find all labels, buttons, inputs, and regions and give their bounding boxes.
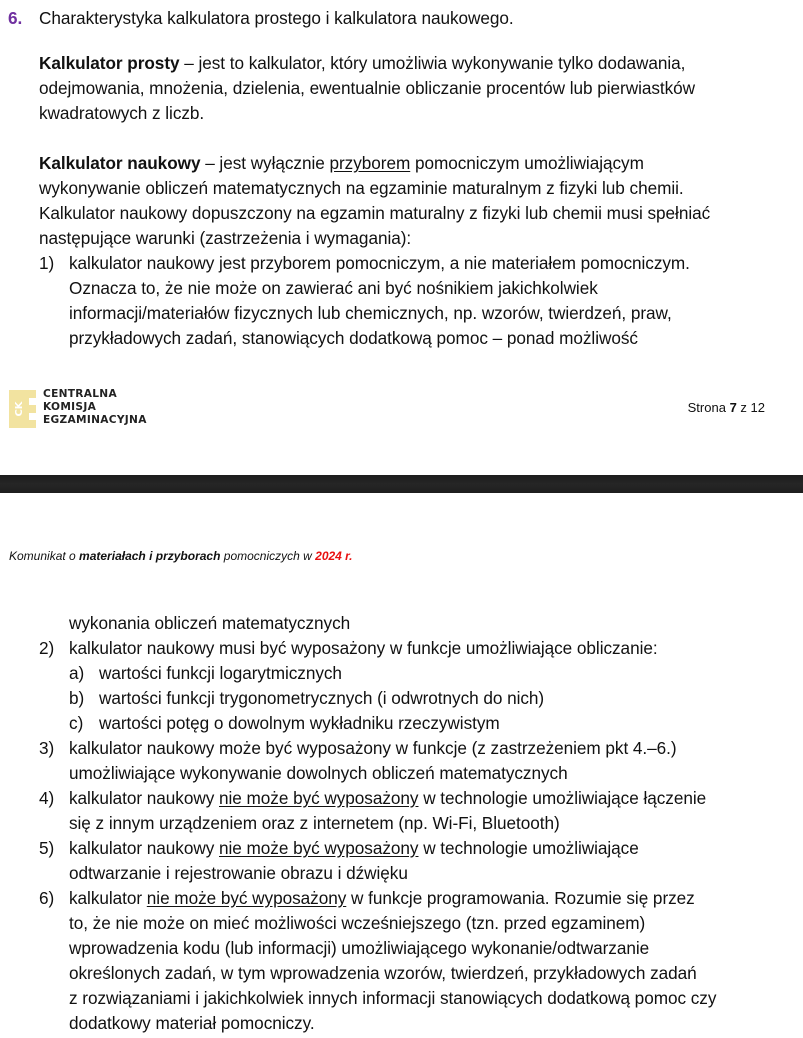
page-separator: z: [736, 400, 751, 415]
item-4-line-1: [69, 786, 706, 811]
document-page-8: [0, 493, 803, 1038]
page-gap-divider: [0, 475, 803, 493]
scientific-text-post: pomocniczym umożliwiającym: [410, 153, 644, 173]
svg-text:CK: CK: [14, 401, 25, 417]
logo-line-centralna: CENTRALNA: [43, 388, 117, 400]
item-6-line-4: określonych zadań, w tym wprowadzenia wzorów, twierdzeń, przykładowych zadań: [69, 963, 697, 983]
item-4-underlined: nie może być wyposażony: [219, 788, 419, 808]
simple-calculator-text: – jest to kalkulator, który umożliwia wykonywanie tylko dodawania,: [179, 53, 686, 73]
item-6-underlined: nie może być wyposażony: [146, 888, 347, 908]
item-4-post: w technologie umożliwiające łączenie: [418, 788, 707, 808]
item-6-line-5: z rozwiązaniami i jakichkolwiek innych informacji stanowiących dodatkową pomoc czy: [69, 988, 717, 1008]
running-header: [9, 549, 353, 563]
header-year: 2024 r.: [315, 549, 353, 563]
sub-letter-b: b): [69, 688, 85, 708]
list-number-4: 4): [39, 788, 55, 808]
item-3-line-2: umożliwiające wykonywanie dowolnych obliczeń matematycznych: [69, 763, 568, 783]
sub-item-c: wartości potęg o dowolnym wykładniku rzeczywistym: [99, 713, 500, 733]
item-6-line-2: to, że nie może on mieć możliwości wcześniejszego (tzn. przed egzaminem): [69, 913, 646, 933]
item-1-line-4: przykładowych zadań, stanowiących dodatkową pomoc – ponad możliwość: [69, 328, 638, 348]
list-number-6: 6): [39, 888, 55, 908]
logo-line-egzaminacyjna: EGZAMINACYJNA: [43, 414, 147, 426]
item-2-line-1: kalkulator naukowy musi być wyposażony w funkcje umożliwiające obliczanie:: [69, 638, 658, 658]
item-1-line-3: informacji/materiałów fizycznych lub chemicznych, np. wzorów, twierdzeń, praw,: [69, 303, 672, 323]
header-bold: materiałach i przyborach: [79, 549, 221, 563]
item-5-post: w technologie umożliwiające: [418, 838, 639, 858]
item-6-line-1: [69, 886, 695, 911]
document-page-7: [0, 0, 803, 475]
scientific-calculator-line-4: następujące warunki (zastrzeżenia i wymagania):: [39, 228, 412, 248]
item-6-post: w funkcje programowania. Rozumie się przez: [346, 888, 695, 908]
cke-logo-text: [43, 388, 147, 427]
scientific-text-pre: – jest wyłącznie: [200, 153, 330, 173]
page-label: Strona: [687, 400, 730, 415]
sub-letter-c: c): [69, 713, 84, 733]
item-1-line-1: kalkulator naukowy jest przyborem pomocniczym, a nie materiałem pomocniczym.: [69, 253, 690, 273]
logo-line-komisja: KOMISJA: [43, 401, 97, 413]
page-number: [688, 400, 765, 415]
simple-calculator-line-2: odejmowania, mnożenia, dzielenia, ewentualnie obliczanie procentów lub pierwiastków: [39, 78, 696, 98]
item-3-line-1: kalkulator naukowy może być wyposażony w funkcje (z zastrzeżeniem pkt 4.–6.): [69, 738, 677, 758]
list-number-3: 3): [39, 738, 55, 758]
cke-logo: [9, 388, 169, 432]
simple-calculator-line-1: [39, 51, 685, 76]
scientific-calculator-term: Kalkulator naukowy: [39, 153, 201, 173]
list-number-2: 2): [39, 638, 55, 658]
item-4-line-2: się z innym urządzeniem oraz z internetem (np. Wi-Fi, Bluetooth): [69, 813, 560, 833]
item-5-line-2: odtwarzanie i rejestrowanie obrazu i dźwięku: [69, 863, 408, 883]
page-current: 7: [729, 400, 737, 415]
section-number: 6.: [8, 8, 23, 28]
section-title: Charakterystyka kalkulatora prostego i kalkulatora naukowego.: [39, 8, 514, 28]
list-number-5: 5): [39, 838, 55, 858]
simple-calculator-term: Kalkulator prosty: [39, 53, 180, 73]
item-4-pre: kalkulator naukowy: [69, 788, 219, 808]
sub-item-b: wartości funkcji trygonometrycznych (i odwrotnych do nich): [99, 688, 545, 708]
item-5-line-1: [69, 836, 639, 861]
item-1-continuation: wykonania obliczeń matematycznych: [69, 613, 351, 633]
underlined-przyborem: przyborem: [329, 153, 411, 173]
item-6-pre: kalkulator: [69, 888, 147, 908]
header-text-1: Komunikat o: [9, 549, 80, 563]
item-6-line-3: wprowadzenia kodu (lub informacji) umożliwiającego wykonanie/odtwarzanie: [69, 938, 650, 958]
cke-logo-mark-icon: [9, 390, 36, 428]
simple-calculator-line-3: kwadratowych z liczb.: [39, 103, 205, 123]
sub-letter-a: a): [69, 663, 85, 683]
scientific-calculator-line-1: [39, 151, 644, 176]
sub-item-a: wartości funkcji logarytmicznych: [99, 663, 342, 683]
item-6-line-6: dodatkowy materiał pomocniczy.: [69, 1013, 315, 1033]
header-text-2: pomocniczych w: [220, 549, 316, 563]
list-number-1: 1): [39, 253, 55, 273]
page-total: 12: [750, 400, 765, 415]
scientific-calculator-line-3: Kalkulator naukowy dopuszczony na egzamin maturalny z fizyki lub chemii musi spełniać: [39, 203, 711, 223]
item-5-pre: kalkulator naukowy: [69, 838, 219, 858]
item-1-line-2: Oznacza to, że nie może on zawierać ani być nośnikiem jakichkolwiek: [69, 278, 598, 298]
scientific-calculator-line-2: wykonywanie obliczeń matematycznych na egzaminie maturalnym z fizyki lub chemii.: [39, 178, 684, 198]
item-5-underlined: nie może być wyposażony: [219, 838, 419, 858]
